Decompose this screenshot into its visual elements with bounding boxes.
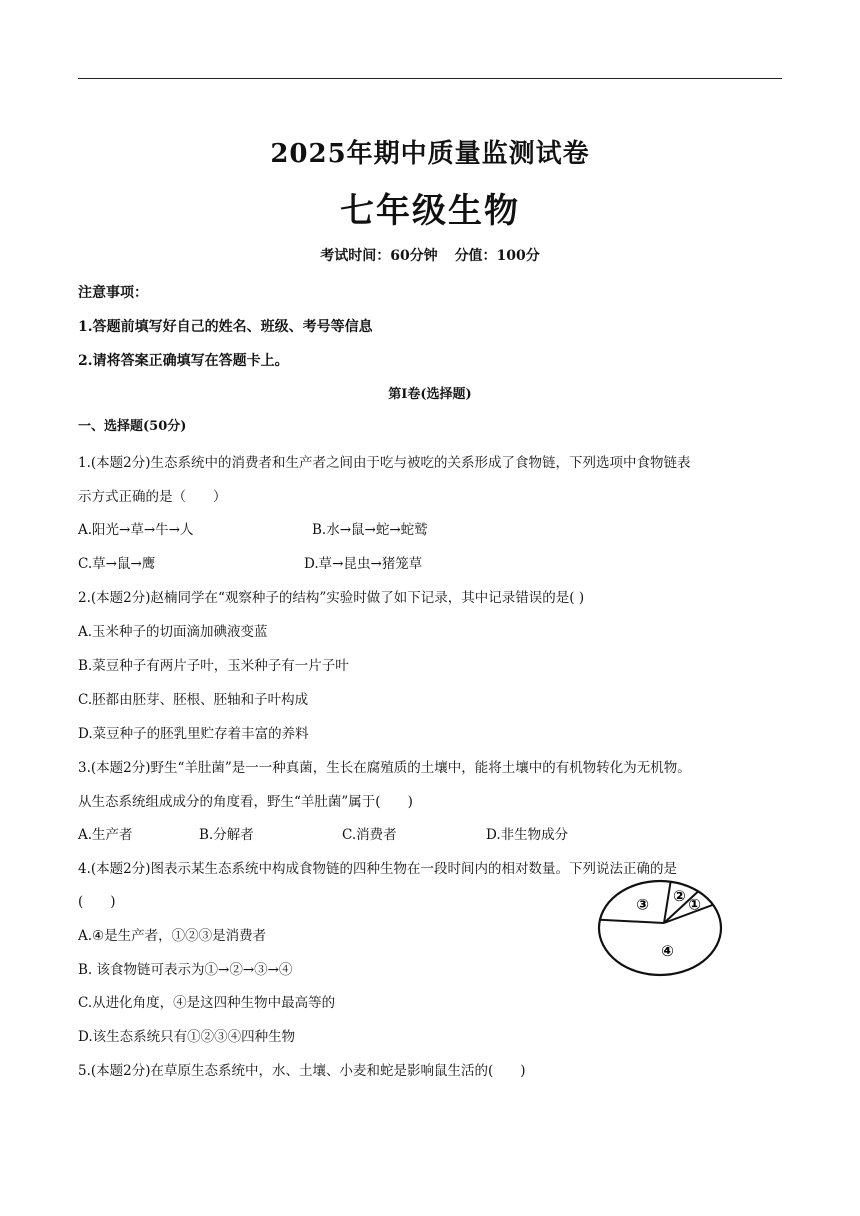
- question-stem: 3.(本题2分)野生“羊肚菌”是一一种真菌，生长在腐殖质的土壤中，能将土壤中的有机物转化为无机物。: [78, 760, 691, 776]
- section-title: 第Ⅰ卷(选择题): [388, 387, 472, 402]
- exam-score: 分值：100分: [454, 248, 540, 264]
- question-stem: 从生态系统组成成分的角度看，野生“羊肚菌”属于( ): [78, 794, 413, 810]
- option-a: A.生产者: [78, 827, 133, 843]
- pie-label: ③: [636, 895, 649, 914]
- question-stem: 1.(本题2分)生态系统中的消费者和生产者之间由于吃与被吃的关系形成了食物链，下列选项中食物链表: [78, 455, 691, 471]
- option-c: C.草→鼠→鹰: [78, 556, 156, 572]
- option-a: A.玉米种子的切面滴加碘液变蓝: [78, 624, 268, 640]
- option-d: D.菜豆种子的胚乳里贮存着丰富的养料: [78, 726, 309, 742]
- pie-label: ②: [672, 886, 686, 905]
- pie-label: ①: [688, 895, 701, 914]
- option-c: C.从进化角度，④是这四种生物中最高等的: [78, 995, 336, 1011]
- question-stem: 示方式正确的是（ ）: [78, 489, 227, 505]
- option-d: D.该生态系统只有①②③④四种生物: [78, 1029, 296, 1045]
- question-stem: 4.(本题2分)图表示某生态系统中构成食物链的四种生物在一段时间内的相对数量。下列说法正确的是: [78, 861, 678, 877]
- notice-item: 2.请将答案正确填写在答题卡上。: [78, 353, 289, 369]
- part-title: 一、选择题(50分): [78, 419, 187, 434]
- exam-time: 考试时间：60分钟: [320, 248, 438, 264]
- pie-outline: [599, 881, 721, 975]
- exam-title: 2025年期中质量监测试卷: [270, 139, 590, 169]
- option-a: A.阳光→草→牛→人: [78, 522, 194, 538]
- header-rule: [78, 78, 782, 79]
- pie-label: ④: [661, 942, 674, 961]
- option-b: B.分解者: [199, 827, 254, 843]
- subject-title: 七年级生物: [340, 191, 520, 231]
- option-c: C.消费者: [342, 827, 397, 843]
- option-b: B.菜豆种子有两片子叶，玉米种子有一片子叶: [78, 658, 349, 674]
- notice-item: 1.答题前填写好自己的姓名、班级、考号等信息: [78, 319, 373, 335]
- option-a: A.④是生产者，①②③是消费者: [78, 928, 267, 944]
- question-stem: 2.(本题2分)赵楠同学在“观察种子的结构”实验时做了如下记录，其中记录错误的是( ): [78, 590, 585, 606]
- exam-meta: [0, 245, 860, 265]
- question-stem: ( ): [78, 894, 116, 910]
- notices-heading: 注意事项：: [78, 285, 148, 301]
- option-d: D.草→昆虫→猪笼草: [304, 556, 423, 572]
- question-stem: 5.(本题2分)在草原生态系统中，水、土壤、小麦和蛇是影响鼠生活的( ): [78, 1063, 526, 1079]
- option-b: B.水→鼠→蛇→蛇鹫: [312, 522, 428, 538]
- option-c: C.胚都由胚芽、胚根、胚轴和子叶构成: [78, 692, 309, 708]
- option-d: D.非生物成分: [486, 827, 569, 843]
- option-b: B. 该食物链可表示为①→②→③→④: [78, 962, 293, 978]
- pie-figure: [596, 878, 724, 978]
